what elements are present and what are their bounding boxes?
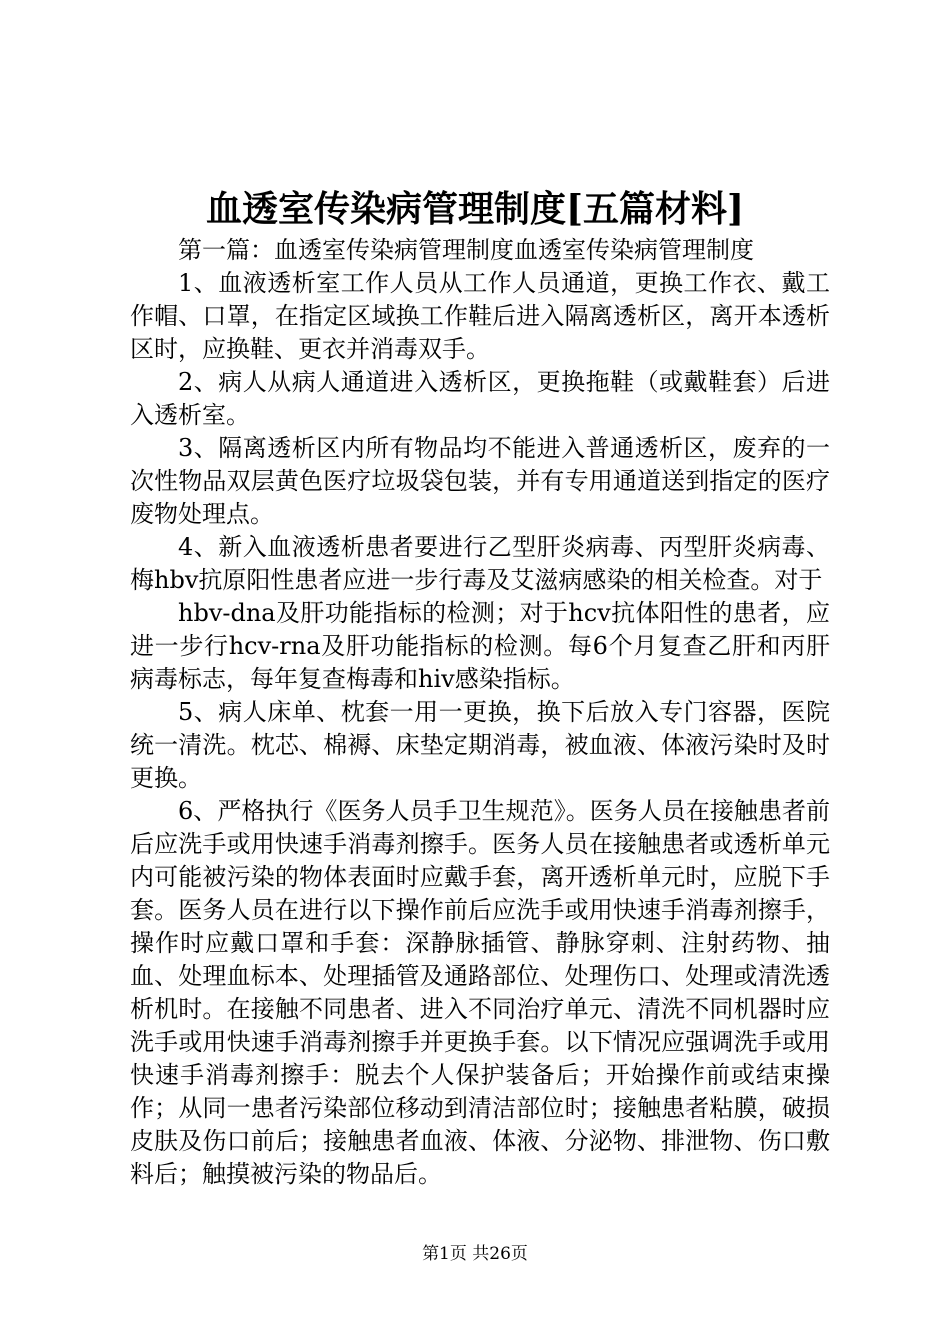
paragraph-2: 2、病人从病人通道进入透析区，更换拖鞋（或戴鞋套）后进入透析室。 [130,368,830,429]
paragraph-5: 5、病人床单、枕套一用一更换，换下后放入专门容器，医院统一清洗。枕芯、棉褥、床垫定期消毒，被血液、体液污染时及时更换。 [130,698,830,792]
page-number: 第1页 共26页 [422,1244,528,1264]
paragraph-6: 6、严格执行《医务人员手卫生规范》。医务人员在接触患者前后应洗手或用快速手消毒剂擦手。医务人员在接触患者或透析单元内可能被污染的物体表面时应戴手套，离开透析单元时，应脱下手套。医务人员在进行以下操作前后应洗手或用快速手消毒剂擦手，操作时应戴口罩和手套：深静脉插管、静脉穿刺、注射药物、抽血、处理血标本、处理插管及通路部位、处理伤口、处理或清洗透析机时。在接触不同患者、进入不同治疗单元、清洗不同机器时应洗手或用快速手消毒剂擦手并更换手套。以下情况应强调洗手或用快速手消毒剂擦手：脱去个人保护装备后；开始操作前或结束操作；从同一患者污染部位移动到清洁部位时；接触患者粘膜，破损皮肤及伤口前后；接触患者血液、体液、分泌物、排泄物、伤口敷料后；触摸被污染的物品后。 [130,797,830,1188]
paragraph-3: 3、隔离透析区内所有物品均不能进入普通透析区，废弃的一次性物品双层黄色医疗垃圾袋包装，并有专用通道送到指定的医疗废物处理点。 [130,434,830,528]
paragraph-4: 4、新入血液透析患者要进行乙型肝炎病毒、丙型肝炎病毒、梅hbv抗原阳性患者应进一步行毒及艾滋病感染的相关检查。对于 [130,533,830,594]
paragraph-1: 1、血液透析室工作人员从工作人员通道，更换工作衣、戴工作帽、口罩，在指定区域换工作鞋后进入隔离透析区，离开本透析区时，应换鞋、更衣并消毒双手。 [130,269,830,363]
document-title: 血透室传染病管理制度[五篇材料] [205,188,745,230]
paragraph-4-continued: hbv-dna及肝功能指标的检测；对于hcv抗体阳性的患者，应进一步行hcv-rna及肝功能指标的检测。每6个月复查乙肝和丙肝病毒标志，每年复查梅毒和hiv感染指标。 [130,599,830,693]
document-body [130,234,830,1191]
section-heading: 第一篇：血透室传染病管理制度血透室传染病管理制度 [178,236,754,264]
